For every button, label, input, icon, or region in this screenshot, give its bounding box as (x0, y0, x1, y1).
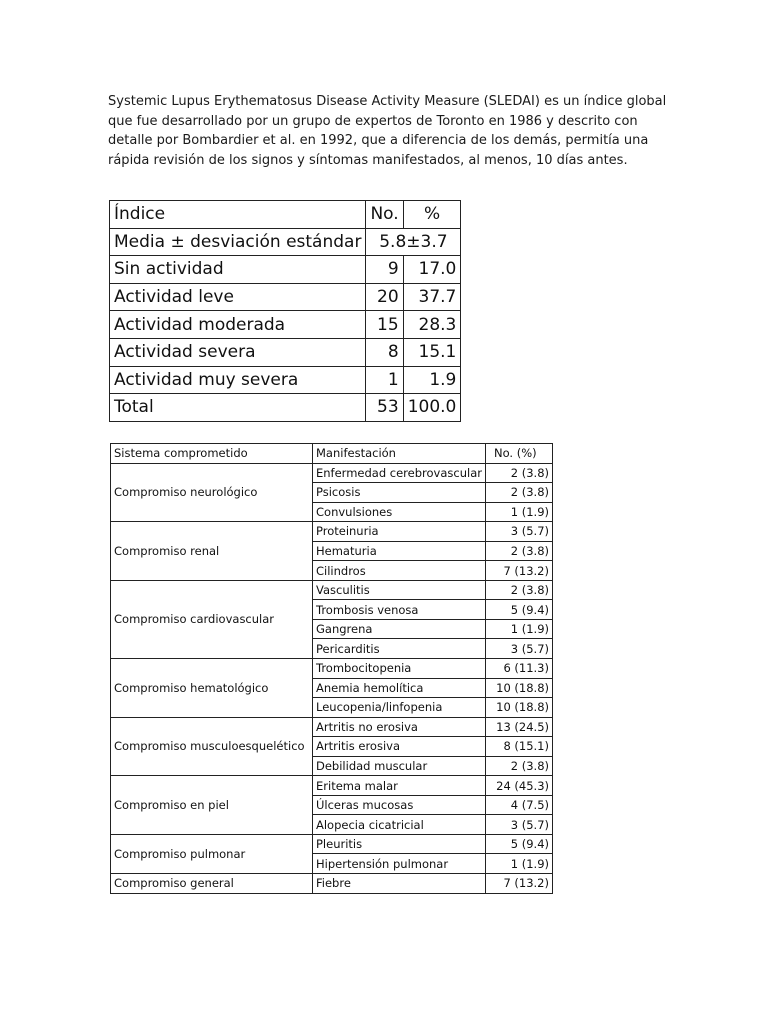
table-row (111, 580, 553, 600)
count-cell: 3 (5.7) (486, 522, 553, 542)
activity-no: 9 (366, 256, 403, 284)
system-cell: Compromiso cardiovascular (111, 580, 313, 658)
activity-label: Actividad leve (110, 283, 366, 311)
activity-index-table (109, 200, 461, 422)
count-cell: 5 (9.4) (486, 600, 553, 620)
count-cell: 7 (13.2) (486, 561, 553, 581)
activity-row (110, 256, 461, 284)
activity-row (110, 338, 461, 366)
count-cell: 2 (3.8) (486, 756, 553, 776)
activity-header-row (110, 201, 461, 229)
intro-line: rápida revisión de los signos y síntomas manifestados, al menos, 10 días antes. (108, 152, 628, 168)
activity-pct: 17.0 (403, 256, 461, 284)
count-cell: 1 (1.9) (486, 502, 553, 522)
system-cell: Compromiso hematológico (111, 659, 313, 718)
count-cell: 8 (15.1) (486, 737, 553, 757)
count-cell: 6 (11.3) (486, 659, 553, 679)
count-cell: 4 (7.5) (486, 795, 553, 815)
activity-no: 8 (366, 338, 403, 366)
system-cell: Compromiso neurológico (111, 463, 313, 522)
count-cell: 1 (1.9) (486, 854, 553, 874)
system-cell: Compromiso pulmonar (111, 834, 313, 873)
table-row (111, 659, 553, 679)
activity-no: 53 (366, 394, 403, 422)
intro-line: detalle por Bombardier et al. en 1992, que a diferencia de los demás, permitía una (108, 133, 649, 148)
count-cell: 3 (5.7) (486, 639, 553, 659)
activity-no: 1 (366, 366, 403, 394)
count-cell: 2 (3.8) (486, 580, 553, 600)
activity-pct: 15.1 (403, 338, 461, 366)
manifestation-cell: Fiebre (313, 874, 486, 894)
systems-table (110, 443, 553, 894)
manifestation-cell: Pleuritis (313, 834, 486, 854)
manifestation-cell: Alopecia cicatricial (313, 815, 486, 835)
count-cell: 24 (45.3) (486, 776, 553, 796)
manifestation-cell: Vasculitis (313, 580, 486, 600)
activity-label: Actividad moderada (110, 311, 366, 339)
activity-pct: 28.3 (403, 311, 461, 339)
count-cell: 13 (24.5) (486, 717, 553, 737)
manifestation-cell: Eritema malar (313, 776, 486, 796)
header-no: No. (366, 201, 403, 229)
manifestation-cell: Hematuria (313, 541, 486, 561)
table-row (111, 522, 553, 542)
activity-pct: 37.7 (403, 283, 461, 311)
table-row (111, 834, 553, 854)
count-cell: 7 (13.2) (486, 874, 553, 894)
system-cell: Compromiso renal (111, 522, 313, 581)
activity-row (110, 283, 461, 311)
manifestation-cell: Leucopenia/linfopenia (313, 698, 486, 718)
system-cell: Compromiso en piel (111, 776, 313, 835)
header-manifestation: Manifestación (313, 444, 486, 464)
count-cell: 10 (18.8) (486, 698, 553, 718)
table-row (111, 874, 553, 894)
intro-paragraph (108, 92, 667, 170)
activity-label: Total (110, 394, 366, 422)
manifestation-cell: Cilindros (313, 561, 486, 581)
mean-label: Media ± desviación estándar (110, 228, 366, 256)
mean-value: 5.8±3.7 (366, 228, 461, 256)
system-cell: Compromiso general (111, 874, 313, 894)
activity-pct: 1.9 (403, 366, 461, 394)
activity-label: Sin actividad (110, 256, 366, 284)
manifestation-cell: Anemia hemolítica (313, 678, 486, 698)
manifestation-cell: Psicosis (313, 483, 486, 503)
manifestation-cell: Trombocitopenia (313, 659, 486, 679)
manifestation-cell: Hipertensión pulmonar (313, 854, 486, 874)
count-cell: 2 (3.8) (486, 541, 553, 561)
count-cell: 2 (3.8) (486, 463, 553, 483)
manifestation-cell: Enfermedad cerebrovascular (313, 463, 486, 483)
manifestation-cell: Artritis erosiva (313, 737, 486, 757)
intro-line: que fue desarrollado por un grupo de expertos de Toronto en 1986 y descrito con (108, 113, 638, 129)
manifestation-cell: Debilidad muscular (313, 756, 486, 776)
manifestation-cell: Gangrena (313, 619, 486, 639)
manifestation-cell: Convulsiones (313, 502, 486, 522)
count-cell: 2 (3.8) (486, 483, 553, 503)
header-system: Sistema comprometido (111, 444, 313, 464)
activity-total-row (110, 394, 461, 422)
activity-row (110, 311, 461, 339)
activity-no: 15 (366, 311, 403, 339)
table-row (111, 776, 553, 796)
header-pct: % (403, 201, 461, 229)
activity-label: Actividad severa (110, 338, 366, 366)
activity-mean-row (110, 228, 461, 256)
table-row (111, 463, 553, 483)
manifestation-cell: Úlceras mucosas (313, 795, 486, 815)
manifestation-cell: Pericarditis (313, 639, 486, 659)
activity-row (110, 366, 461, 394)
table-row (111, 717, 553, 737)
systems-header-row (111, 444, 553, 464)
count-cell: 3 (5.7) (486, 815, 553, 835)
count-cell: 10 (18.8) (486, 678, 553, 698)
manifestation-cell: Proteinuria (313, 522, 486, 542)
activity-no: 20 (366, 283, 403, 311)
count-cell: 1 (1.9) (486, 619, 553, 639)
intro-line: Systemic Lupus Erythematosus Disease Activity Measure (SLEDAI) es un índice global (108, 94, 667, 109)
manifestation-cell: Trombosis venosa (313, 600, 486, 620)
activity-label: Actividad muy severa (110, 366, 366, 394)
activity-pct: 100.0 (403, 394, 461, 422)
header-count: No. (%) (486, 444, 553, 464)
system-cell: Compromiso musculoesquelético (111, 717, 313, 776)
count-cell: 5 (9.4) (486, 834, 553, 854)
manifestation-cell: Artritis no erosiva (313, 717, 486, 737)
header-index: Índice (110, 201, 366, 229)
